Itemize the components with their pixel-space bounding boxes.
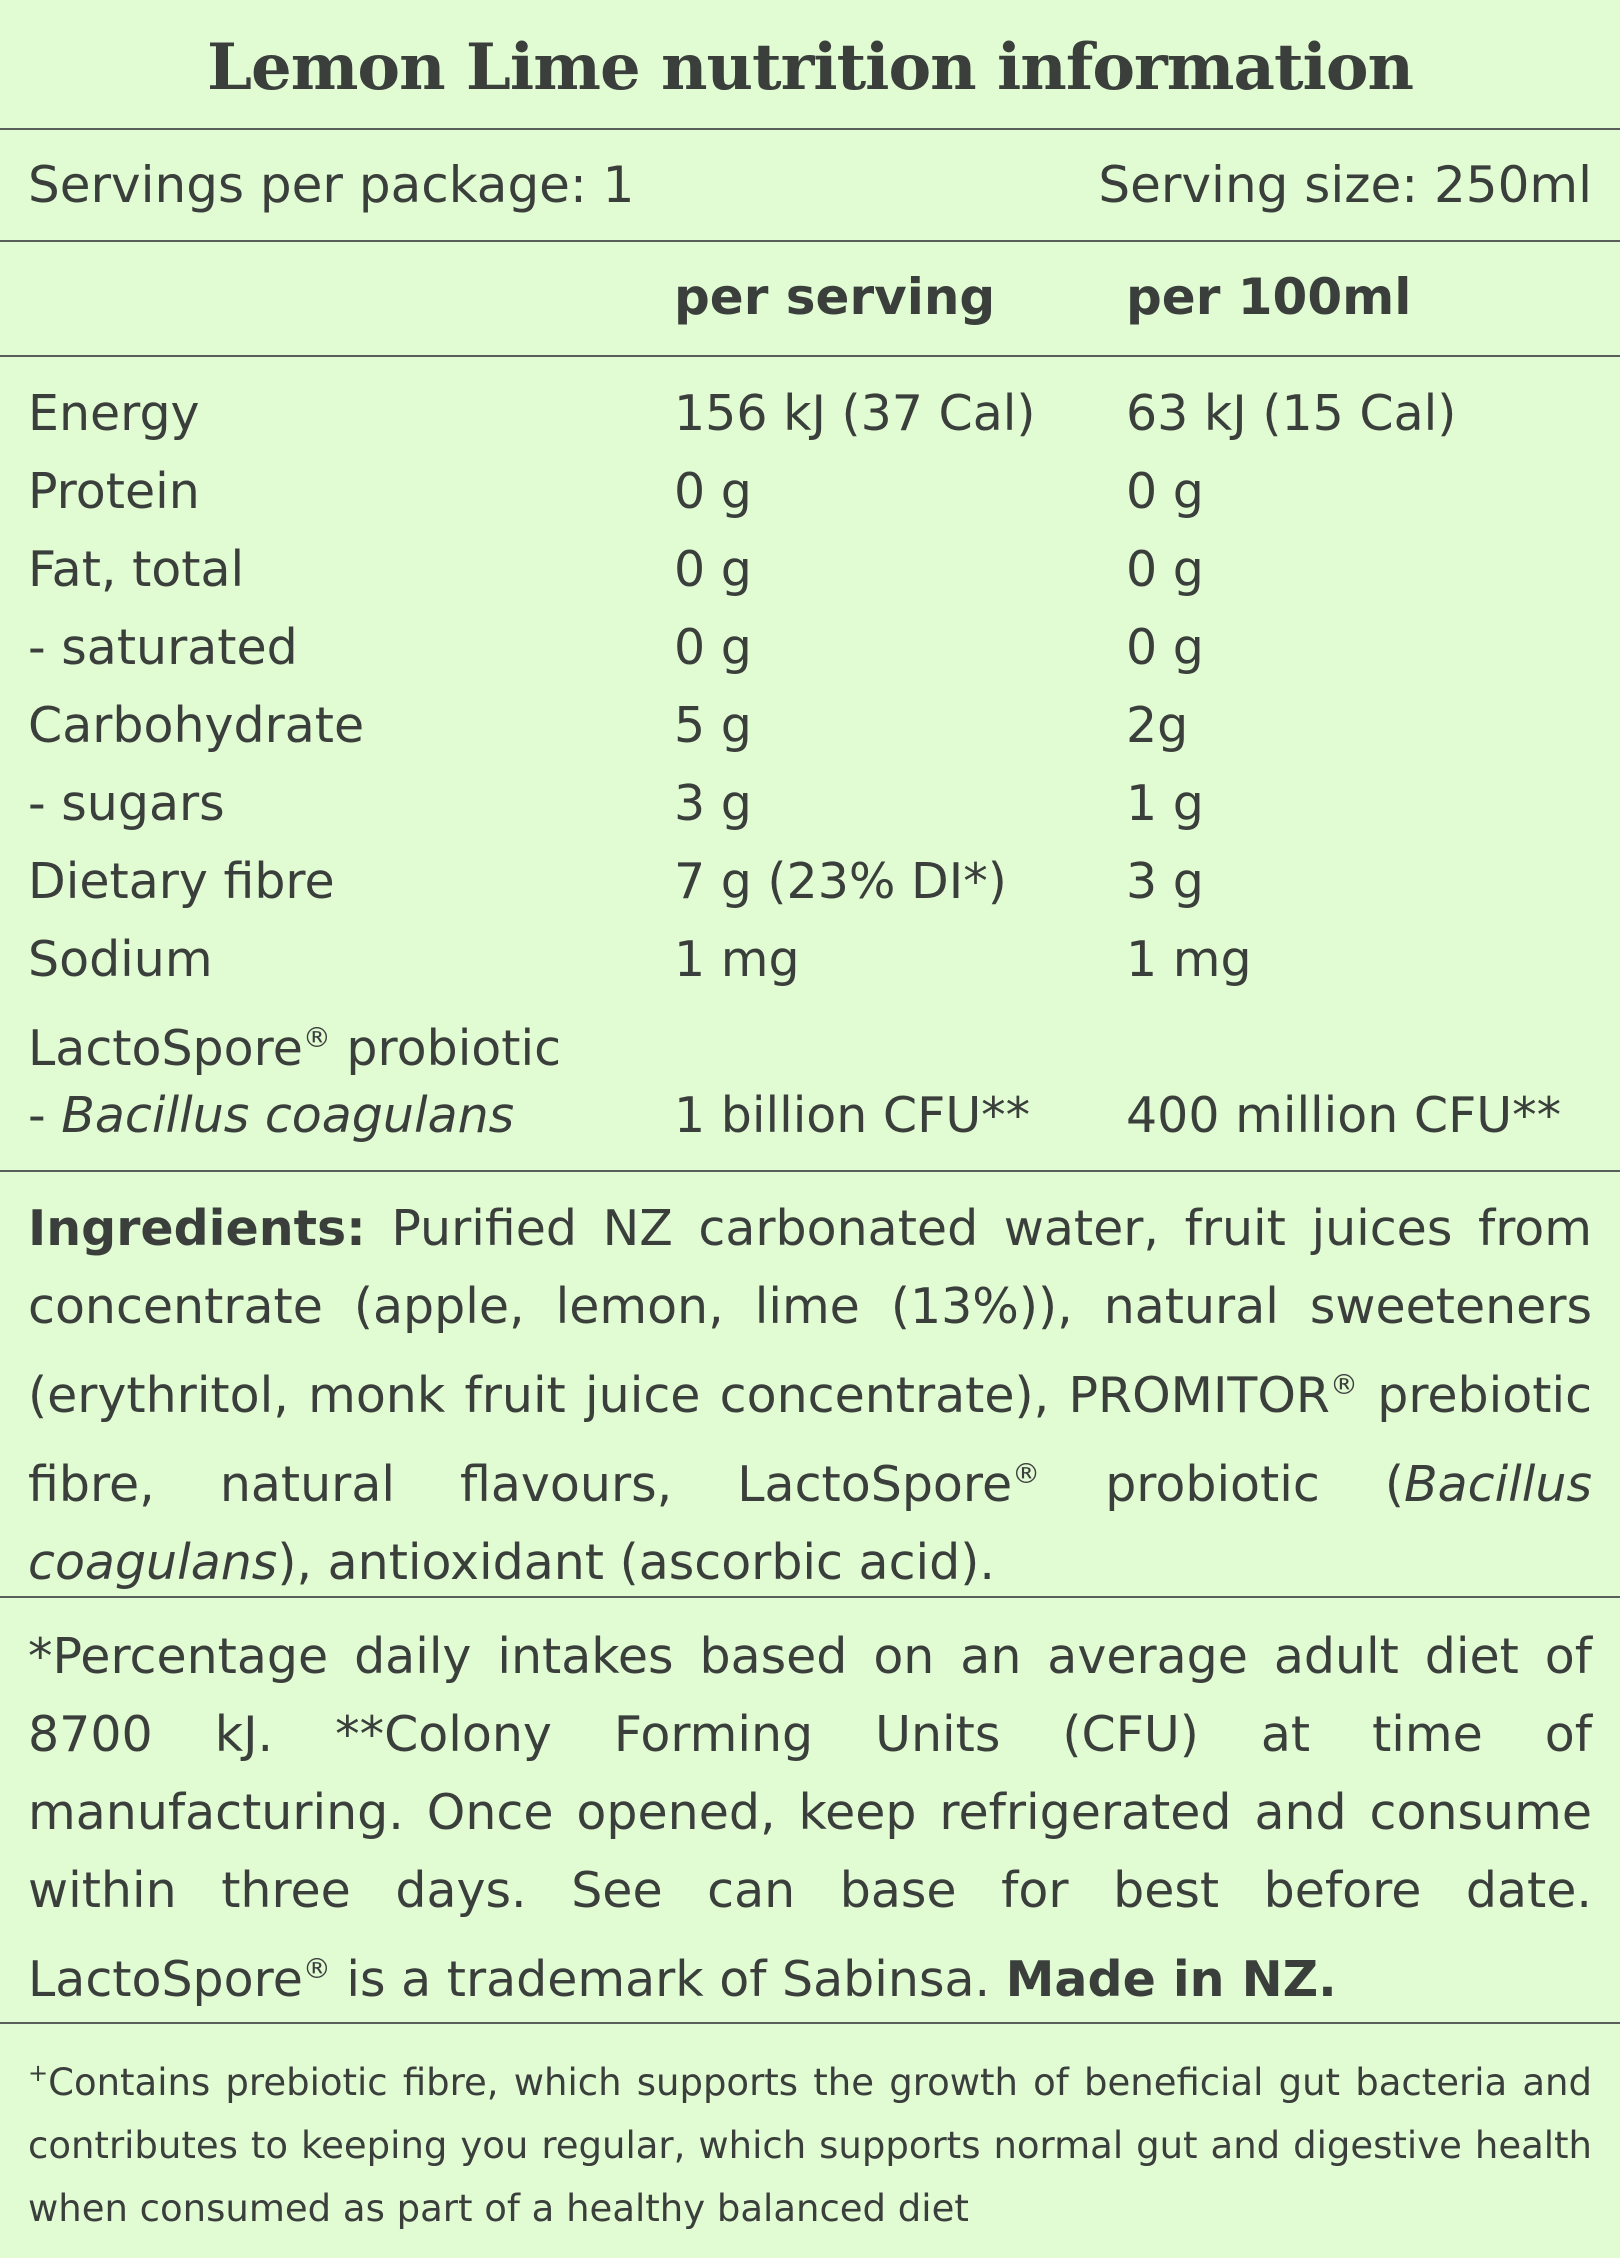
nutrient-name: Dietary fibre <box>28 853 335 910</box>
nutrient-per-100ml: 1 mg <box>1126 931 1252 988</box>
ingredients-label: Ingredients: <box>28 1200 366 1257</box>
probiotic-name: LactoSpore® probiotic <box>28 1020 562 1077</box>
nutrient-name: Carbohydrate <box>28 697 365 754</box>
column-header-per-serving: per serving <box>674 268 996 326</box>
nutrient-row <box>28 687 1598 765</box>
nutrient-per-serving: 7 g (23% DI*) <box>674 853 1007 910</box>
nutrient-name: - saturated <box>28 619 298 676</box>
divider-ingredients <box>0 1596 1620 1598</box>
nutrient-row <box>28 531 1598 609</box>
nutrient-table <box>28 375 1598 1155</box>
nutrient-per-serving: 0 g <box>674 463 752 520</box>
probiotic-name-row <box>28 999 1598 1077</box>
nutrient-row <box>28 765 1598 843</box>
divider-header <box>0 355 1620 357</box>
nutrient-name: Fat, total <box>28 541 245 598</box>
nutrient-row <box>28 921 1598 999</box>
nutrient-per-100ml: 63 kJ (15 Cal) <box>1126 385 1457 442</box>
nutrient-row <box>28 843 1598 921</box>
probiotic-strain-row <box>28 1077 1598 1155</box>
nutrient-name: - sugars <box>28 775 225 832</box>
nutrient-per-100ml: 2g <box>1126 697 1189 754</box>
nutrient-name: Energy <box>28 385 200 442</box>
nutrient-per-serving: 3 g <box>674 775 752 832</box>
nutrient-name: Protein <box>28 463 200 520</box>
notes-paragraph: *Percentage daily intakes based on an average adult diet of 8700 kJ. **Colony Forming Units (CFU) at time of manufacturing. Once opened, keep refrigerated and consume within three days. See can base for best before date. LactoSpore® is a trademark of Sabinsa. Made in NZ. <box>28 1628 1592 2008</box>
nutrient-row <box>28 609 1598 687</box>
nutrient-row <box>28 453 1598 531</box>
nutrient-row <box>28 375 1598 453</box>
panel-title: Lemon Lime nutrition information <box>206 30 1414 105</box>
nutrient-per-serving: 156 kJ (37 Cal) <box>674 385 1036 442</box>
nutrient-per-serving: 5 g <box>674 697 752 754</box>
column-header-per-100ml: per 100ml <box>1126 268 1412 326</box>
nutrient-per-100ml: 1 g <box>1126 775 1204 832</box>
divider-nutrients <box>0 1170 1620 1172</box>
probiotic-strain: - Bacillus coagulans <box>28 1087 515 1144</box>
probiotic-per-serving: 1 billion CFU** <box>674 1087 1031 1144</box>
health-claim-footnote: +Contains prebiotic fibre, which supports the growth of beneficial gut bacteria and contributes to keeping you regular, which supports normal gut and digestive health when consumed as part of a healthy balanced diet <box>28 2059 1592 2230</box>
nutrient-per-100ml: 0 g <box>1126 541 1204 598</box>
nutrient-per-serving: 0 g <box>674 619 752 676</box>
servings-row <box>28 150 1592 220</box>
made-in-label: Made in NZ. <box>1005 1951 1337 2008</box>
nutrient-per-100ml: 3 g <box>1126 853 1204 910</box>
divider-top <box>0 128 1620 130</box>
nutrient-name: Sodium <box>28 931 213 988</box>
servings-per-package: Servings per package: 1 <box>28 156 635 214</box>
divider-notes <box>0 2022 1620 2024</box>
nutrient-per-serving: 1 mg <box>674 931 800 988</box>
divider-servings <box>0 240 1620 242</box>
serving-size: Serving size: 250ml <box>1098 156 1592 214</box>
nutrient-per-100ml: 0 g <box>1126 463 1204 520</box>
probiotic-per-100ml: 400 million CFU** <box>1126 1087 1562 1144</box>
ingredients-paragraph: Ingredients: Purified NZ carbonated water, fruit juices from concentrate (apple, lemon, lime (13%)), natural sweeteners (erythritol, monk fruit juice concentrate), PROMITOR® prebiotic fibre, natural flavours, LactoSpore® probiotic (Bacillus coagulans), antioxidant (ascorbic acid). <box>28 1200 1593 1591</box>
nutrient-per-100ml: 0 g <box>1126 619 1204 676</box>
nutrient-per-serving: 0 g <box>674 541 752 598</box>
